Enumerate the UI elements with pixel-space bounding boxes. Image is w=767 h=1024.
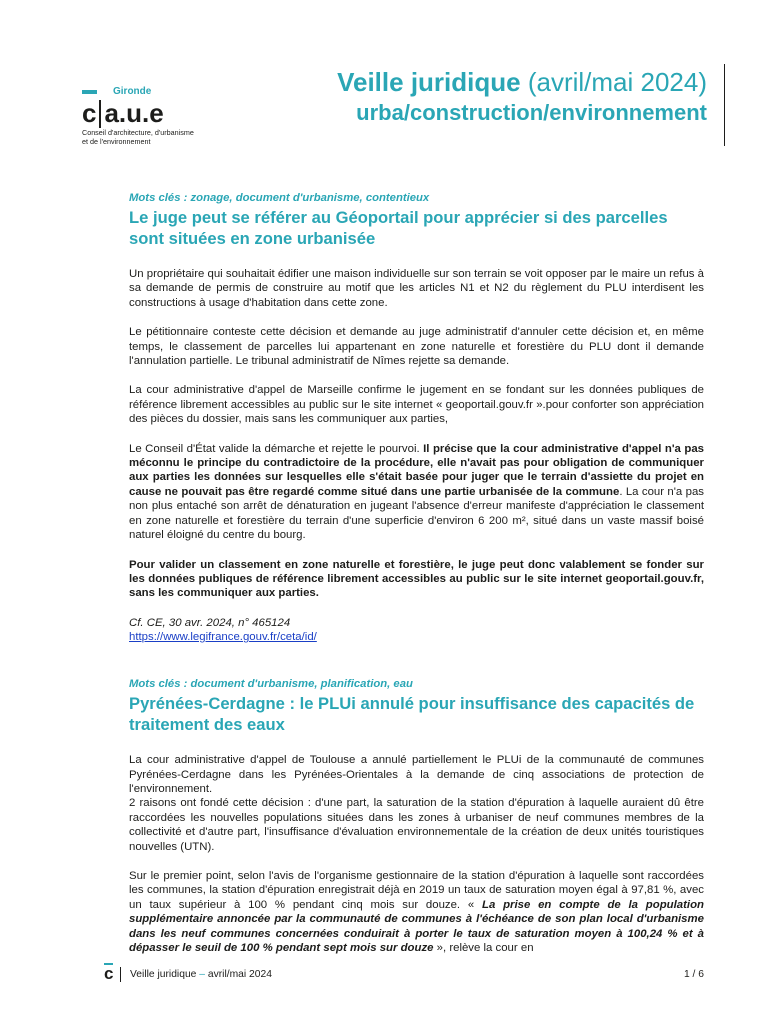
logo-wordmark xyxy=(82,98,252,128)
page-footer xyxy=(104,963,704,985)
logo-region: Gironde xyxy=(113,86,152,97)
footer-label xyxy=(130,969,272,980)
logo-top-row xyxy=(82,86,252,97)
paragraph-text: Sur le premier point, selon l'avis de l'organisme gestionnaire de la station d'épuration à laquelle sont raccordées les communes, la station d'épuration enregistrait déjà en 2019 un taux de saturation moyen égal à 97,81 %, avec un taux supérieur à 100 % pendant cinq mois sur douze. « xyxy=(129,869,704,911)
caue-logo xyxy=(82,86,252,146)
logo-subtitle-line2: et de l'environnement xyxy=(82,136,151,146)
title-main: Veille juridique xyxy=(337,67,521,97)
title-date: (avril/mai 2024) xyxy=(527,67,707,97)
paragraph-text: . La cour n'a pas non plus entaché son arrêt de dénaturation en jugeant l'absence d'erreur manifeste d'appréciation le classement en zone naturelle et forestière du terrain d'une superficie d'environ 6 200 m², situé dans un vaste massif boisé naturel éloigné du centre du bourg. xyxy=(129,485,704,542)
footer-dash: – xyxy=(196,969,208,980)
legifrance-link[interactable]: https://www.legifrance.gouv.fr/ceta/id/ xyxy=(129,631,317,644)
footer-separator xyxy=(120,967,121,982)
article-paragraph: La cour administrative d'appel de Marseille confirme le jugement en se fondant sur les données publiques de référence librement accessibles au public sur le site internet « geoportail.gouv.fr ».pour conforter son appréciation des pièces du dossier, mais sans les communiquer aux parties, xyxy=(129,384,704,426)
article-paragraph xyxy=(129,869,704,955)
article-citation: Cf. CE, 30 avr. 2024, n° 465124 xyxy=(129,616,291,629)
article-title: Pyrénées-Cerdagne : le PLUi annulé pour insuffisance des capacités de traitement des eaux xyxy=(129,694,695,735)
paragraph-bold-italic-text: La prise en compte de la population supplémentaire annoncée par la communauté de communes à l'échéance de son plan local d'urbanisme dans les neuf communes concernées conduirait à porter le taux de saturation moyen à 100,24 % et à dépasser le seuil de 100 % pendant sept mois sur douze xyxy=(129,898,704,954)
article-paragraph: La cour administrative d'appel de Toulouse a annulé partiellement le PLUi de la communauté de communes Pyrénées-Cerdagne dans les Pyrénées-Orientales à la demande de cinq associations de protection de l'environnement. xyxy=(129,754,704,795)
page-title xyxy=(337,66,707,128)
logo-bar xyxy=(99,100,101,128)
logo-accent-dash xyxy=(82,90,97,94)
article-paragraph: Le pétitionnaire conteste cette décision et demande au juge administratif d'annuler cette décision et, en même temps, le classement de parcelles lui appartenant en zone naturelle et forestière du PLU dont il demande l'annulation partielle. Le tribunal administratif de Nîmes rejette sa demande. xyxy=(129,326,704,368)
page-content xyxy=(129,191,704,970)
article-pyrenees-cerdagne xyxy=(129,677,704,955)
logo-subtitle xyxy=(82,129,252,146)
paragraph-text: Le Conseil d'État valide la démarche et rejette le pourvoi. xyxy=(129,442,424,455)
footer-logo-letter: c xyxy=(104,964,114,983)
logo-letter: c xyxy=(82,98,97,128)
paragraph-bold-text: Il précise que la cour administrative d'appel n'a pas méconnu le principe du contradictoire de la procédure, elle n'avait pas pour obligation de communiquer aux parties les données sur lesquelles elle s'était basée pour juger que le terrain d'assiette du projet en cause ne pouvait pas être regardé comme situé dans une partie urbanisée de la commune xyxy=(129,442,704,498)
title-line1 xyxy=(337,66,707,98)
paragraph-bold-text: Pour valider un classement en zone naturelle et forestière, le juge peut donc valablement se fonder sur les données publiques de référence librement accessibles au public sur le site internet geoportail.gouv.fr, sans les communiquer aux parties. xyxy=(129,558,704,600)
title-subtitle: urba/construction/environnement xyxy=(356,100,707,125)
header-vertical-rule xyxy=(724,64,725,146)
article-paragraph: Un propriétaire qui souhaitait édifier une maison individuelle sur son terrain se voit opposer par le maire un refus à sa demande de permis de construire au motif que les articles N1 et N2 du règlement du PLU interdisent les constructions à usage d'habitation dans cette zone. xyxy=(129,268,704,309)
logo-wordmark-text: a.u.e xyxy=(104,98,164,128)
footer-date: avril/mai 2024 xyxy=(207,969,272,980)
logo-subtitle-line1: Conseil d'architecture, d'urbanisme xyxy=(82,128,194,137)
article-title: Le juge peut se référer au Géoportail pour apprécier si des parcelles sont situées en zone urbanisée xyxy=(129,208,668,248)
article-keywords: Mots clés : document d'urbanisme, planification, eau xyxy=(129,678,413,691)
article-keywords: Mots clés : zonage, document d'urbanisme, contentieux xyxy=(129,192,430,204)
paragraph-text: », relève la cour en xyxy=(433,942,534,954)
article-geoportail xyxy=(129,191,704,645)
footer-label-text: Veille juridique xyxy=(130,969,197,980)
article-paragraph: 2 raisons ont fondé cette décision : d'une part, la saturation de la station d'épuration à laquelle auraient dû être raccordées les nouvelles populations situées dans les zones à urbaniser de neuf communes membres de la collectivité et d'autre part, l'insuffisance d'évaluation environnementale de la création de deux unités touristiques nouvelles (UTN). xyxy=(129,797,704,853)
article-conclusion xyxy=(129,558,704,601)
page-number: 1 / 6 xyxy=(683,969,704,980)
article-paragraph xyxy=(129,442,704,543)
